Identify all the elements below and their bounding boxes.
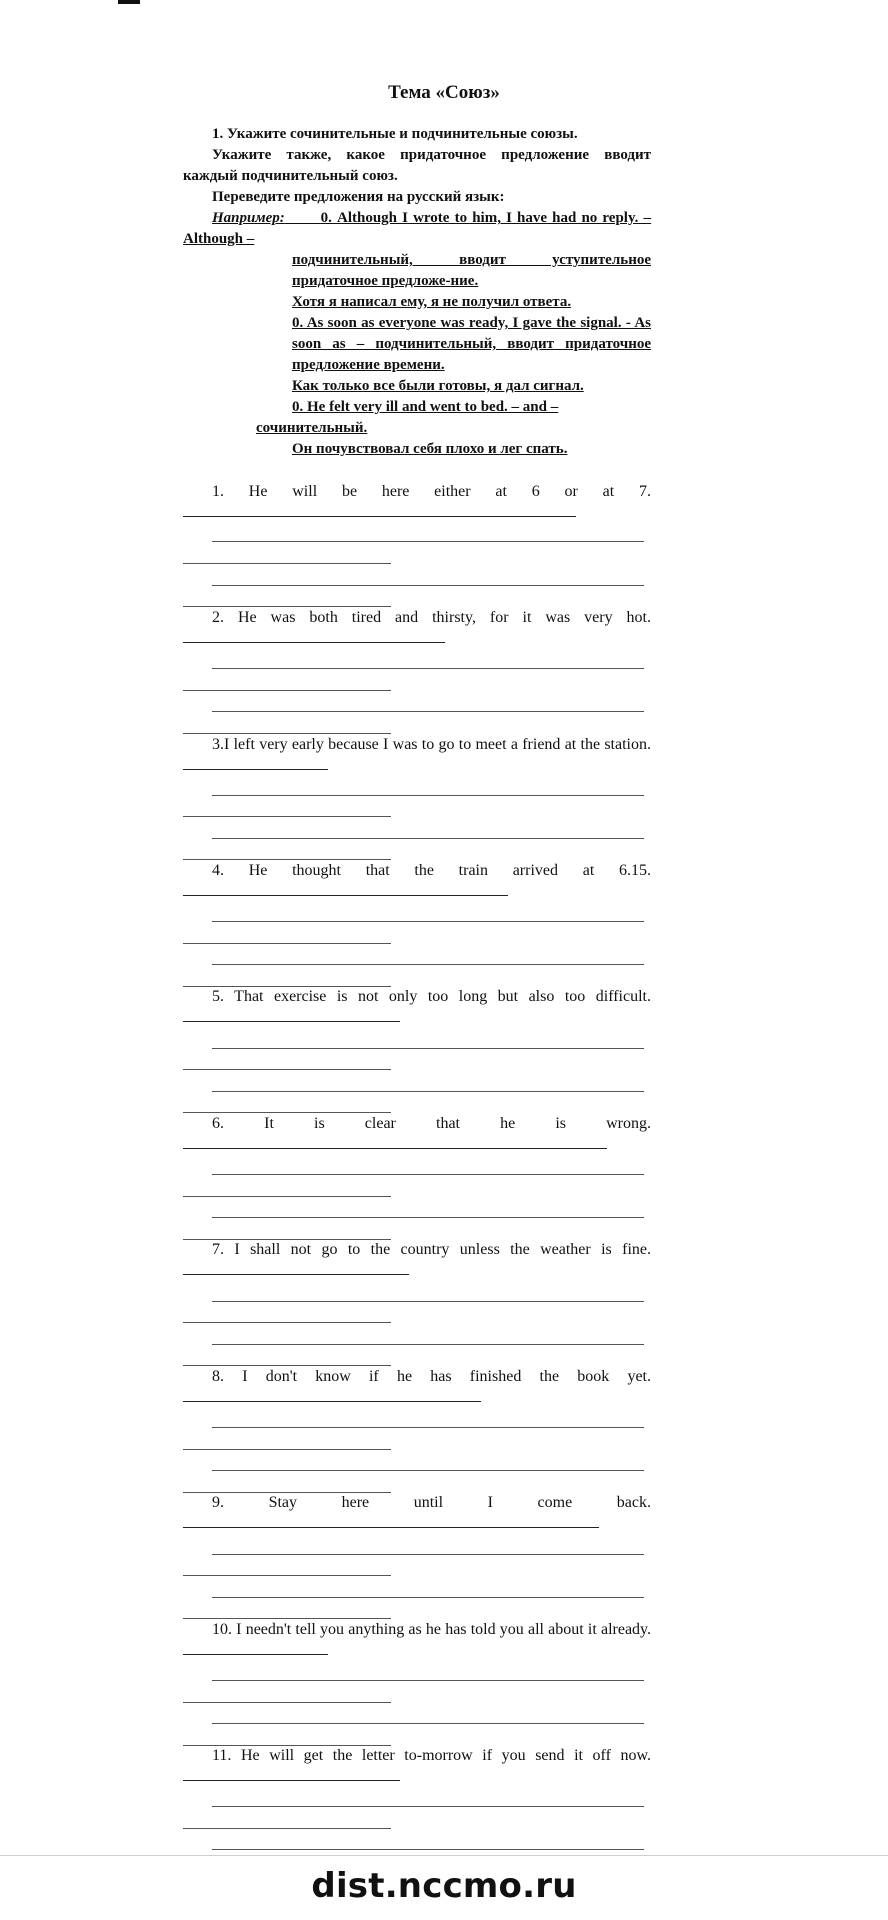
answer-line[interactable] (183, 733, 391, 734)
task-6-text: 6. It is clear that he is wrong. (212, 1115, 651, 1132)
task-1 (183, 481, 651, 523)
answer-line[interactable] (183, 606, 391, 607)
task-7-text: 7. I shall not go to the country unless the weather is fine. (212, 1241, 651, 1258)
example-2-english: 0. As soon as everyone was ready, I gave the signal. - As soon as – подчинительный, вводит придаточное предложение времени. (292, 315, 651, 373)
task-11-answer-blank[interactable] (183, 1766, 400, 1781)
answer-line[interactable] (212, 668, 644, 669)
answer-line[interactable] (183, 1322, 391, 1323)
task-2 (183, 607, 651, 649)
example-2-russian: Как только все были готовы, я дал сигнал. (292, 378, 584, 394)
task-8-answer-blank[interactable] (183, 1387, 481, 1402)
answer-line[interactable] (212, 1680, 644, 1681)
task-11-text: 11. He will get the letter to-morrow if you send it off now. (212, 1747, 651, 1764)
answer-line[interactable] (183, 1239, 391, 1240)
answer-line[interactable] (183, 1492, 391, 1493)
task-8 (183, 1366, 651, 1408)
example-3-english: 0. He felt very ill and went to bed. – and – (292, 399, 559, 415)
footer-bar (0, 1856, 888, 1920)
example-3-russian: Он почувствовал себя плохо и лег спать. (292, 441, 568, 457)
answer-line[interactable] (212, 1849, 644, 1850)
example-label: Например: (212, 210, 285, 226)
answer-line[interactable] (212, 1470, 644, 1471)
answer-line[interactable] (212, 795, 644, 796)
answer-line[interactable] (212, 964, 644, 965)
instruction-line-2: Укажите также, какое придаточное предложение вводит каждый подчинительный союз. (183, 147, 651, 184)
answer-line[interactable] (183, 690, 391, 691)
example-1-english (183, 208, 651, 250)
task-7 (183, 1239, 651, 1281)
answer-line[interactable] (212, 1806, 644, 1807)
answer-line[interactable] (212, 1174, 644, 1175)
answer-line[interactable] (183, 986, 391, 987)
instruction-line-1: 1. Укажите сочинительные и подчинительные союзы. (212, 126, 578, 142)
instructions-block (183, 124, 651, 460)
task-10 (183, 1619, 651, 1661)
answer-line[interactable] (183, 1618, 391, 1619)
task-1-answer-blank[interactable] (183, 502, 576, 517)
task-9-answer-blank[interactable] (183, 1513, 599, 1528)
answer-line[interactable] (183, 1828, 391, 1829)
task-9-text: 9. Stay here until I come back. (212, 1494, 651, 1511)
task-3-text: 3.I left very early because I was to go to meet a friend at the station. (212, 736, 651, 753)
task-1-text: 1. He will be here either at 6 or at 7. (212, 483, 651, 500)
task-10-answer-blank[interactable] (183, 1640, 328, 1655)
answer-line[interactable] (212, 1301, 644, 1302)
task-4-text: 4. He thought that the train arrived at 6.15. (212, 862, 651, 879)
answer-line[interactable] (183, 1112, 391, 1113)
task-9 (183, 1492, 651, 1534)
task-5-answer-blank[interactable] (183, 1007, 400, 1022)
answer-line[interactable] (212, 1723, 644, 1724)
task-7-answer-blank[interactable] (183, 1260, 409, 1275)
task-5 (183, 986, 651, 1028)
example-3-type: сочинительный. (256, 420, 368, 436)
answer-line[interactable] (183, 1449, 391, 1450)
answer-line[interactable] (212, 838, 644, 839)
task-6 (183, 1113, 651, 1155)
task-3-answer-blank[interactable] (183, 755, 328, 770)
answer-line[interactable] (212, 541, 644, 542)
answer-line[interactable] (183, 943, 391, 944)
answer-line[interactable] (183, 1745, 391, 1746)
answer-line[interactable] (212, 1344, 644, 1345)
answer-line[interactable] (212, 585, 644, 586)
task-4 (183, 860, 651, 902)
answer-line[interactable] (212, 1554, 644, 1555)
answer-line[interactable] (183, 1575, 391, 1576)
answer-line[interactable] (212, 1217, 644, 1218)
example-1-type: подчинительный, вводит уступительное придаточное предложе-ние. (292, 252, 651, 289)
answer-line[interactable] (183, 1069, 391, 1070)
example-1-russian: Хотя я написал ему, я не получил ответа. (292, 294, 572, 310)
answer-line[interactable] (212, 1597, 644, 1598)
task-2-answer-blank[interactable] (183, 628, 445, 643)
task-10-text: 10. I needn't tell you anything as he has told you all about it already. (212, 1621, 651, 1638)
answer-line[interactable] (212, 1091, 644, 1092)
answer-line[interactable] (183, 1196, 391, 1197)
answer-line[interactable] (183, 563, 391, 564)
answer-line[interactable] (212, 711, 644, 712)
answer-line[interactable] (212, 1048, 644, 1049)
instruction-line-3: Переведите предложения на русский язык: (212, 189, 505, 205)
task-8-text: 8. I don't know if he has finished the book yet. (212, 1368, 651, 1385)
task-4-answer-blank[interactable] (183, 881, 508, 896)
answer-line[interactable] (183, 816, 391, 817)
answer-line[interactable] (212, 1427, 644, 1428)
footer-site-label: dist.nccmo.ru (311, 1866, 577, 1906)
task-11 (183, 1745, 651, 1787)
answer-line[interactable] (212, 921, 644, 922)
example-1-details (292, 250, 651, 418)
task-5-text: 5. That exercise is not only too long but also too difficult. (212, 988, 651, 1005)
answer-line[interactable] (183, 859, 391, 860)
task-2-text: 2. He was both tired and thirsty, for it was very hot. (212, 609, 651, 626)
answer-line[interactable] (183, 1365, 391, 1366)
example-1-sentence: 0. Although I wrote to him, I have had no reply. – Although – (183, 210, 652, 247)
task-3 (183, 734, 651, 776)
task-6-answer-blank[interactable] (183, 1134, 607, 1149)
answer-line[interactable] (183, 1702, 391, 1703)
page-title: Тема «Союз» (388, 82, 500, 103)
